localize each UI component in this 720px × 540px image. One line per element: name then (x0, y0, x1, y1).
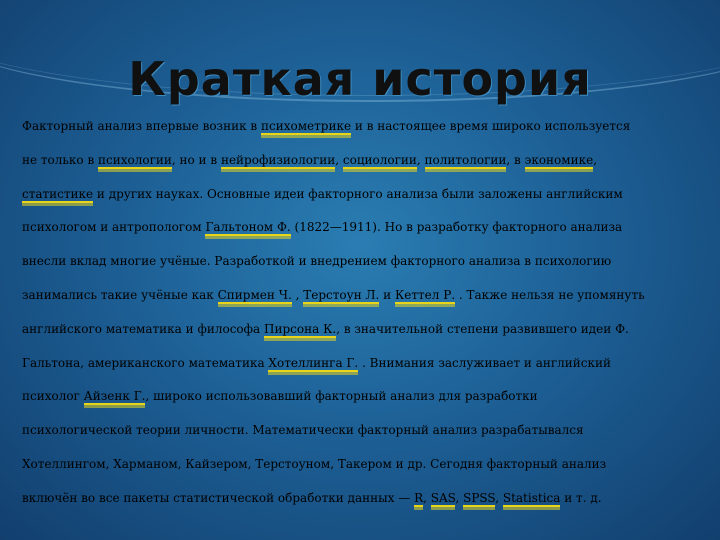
text-line (22, 144, 700, 178)
text-segment: (1822—1911). Но в разработку факторного анализа (290, 220, 623, 235)
text-segment: Гальтона, американского математика (22, 355, 269, 370)
text-segment: , (416, 152, 425, 167)
term-link[interactable]: психометрике (260, 119, 352, 133)
term-link[interactable]: психологии (98, 152, 172, 167)
text-line (22, 313, 700, 347)
term-link[interactable]: нейрофизиологии (220, 152, 336, 167)
text-segment: . Также нельзя не упомянуть (455, 287, 645, 302)
body-paragraph (22, 110, 700, 516)
slide-title: Краткая история (128, 52, 592, 106)
text-line (22, 178, 700, 212)
text-segment: , (423, 490, 431, 505)
text-segment: , в (506, 152, 525, 167)
text-line (22, 347, 700, 381)
text-segment: психологом и антропологом (22, 220, 206, 235)
text-line (22, 380, 700, 414)
text-line (22, 448, 700, 482)
term-link[interactable]: политологии (424, 152, 507, 167)
text-segment: психолог (22, 389, 84, 404)
text-segment: Хотеллингом, Харманом, Кайзером, Терстоуном, Такером и др. Сегодня факторный анализ (22, 456, 607, 471)
text-segment: и (379, 287, 395, 302)
text-segment: и в настоящее время широко используется (351, 119, 631, 133)
term-link[interactable]: SPSS (463, 490, 496, 505)
text-line (22, 482, 700, 516)
text-segment: , (291, 287, 304, 302)
term-link[interactable]: Statistica (502, 490, 561, 505)
text-segment: , (335, 152, 343, 167)
term-link[interactable]: Гальтоном Ф. (205, 220, 291, 235)
text-line (22, 245, 700, 279)
text-segment: психологической теории личности. Математически факторный анализ разрабатывался (22, 423, 584, 438)
term-link[interactable]: Терстоун Л. (303, 287, 380, 302)
text-line (22, 414, 700, 448)
text-segment: английского математика и философа (22, 321, 265, 336)
term-link[interactable]: Айзенк Г. (83, 389, 146, 404)
text-segment: и других науках. Основные идеи факторного анализа были заложены английским (93, 186, 623, 201)
term-link[interactable]: Спирмен Ч. (217, 287, 292, 302)
text-segment: включён во все пакеты статистической обработки данных — (22, 490, 415, 505)
text-segment: , (495, 490, 503, 505)
term-link[interactable]: Пирсона К. (264, 321, 337, 336)
text-segment: , но и в (171, 152, 221, 167)
term-link[interactable]: R (414, 490, 424, 505)
text-segment: , (593, 152, 598, 167)
text-segment: не только в (22, 152, 99, 167)
text-line (22, 279, 700, 313)
text-segment: и т. д. (560, 490, 602, 505)
text-segment: , в значительной степени развившего идеи Ф. (336, 321, 629, 336)
text-line (22, 211, 700, 245)
term-link[interactable]: SAS (430, 490, 456, 505)
text-segment: , (455, 490, 464, 505)
text-segment: занимались такие учёные как (22, 287, 218, 302)
text-line (22, 110, 700, 144)
term-link[interactable]: социологии (342, 152, 417, 167)
text-segment: . Внимания заслуживает и английский (358, 355, 612, 370)
term-link[interactable]: Хотеллинга Г. (268, 355, 359, 370)
term-link[interactable]: экономике (524, 152, 594, 167)
term-link[interactable]: Кеттел Р. (394, 287, 456, 302)
text-segment: внесли вклад многие учёные. Разработкой и внедрением факторного анализа в психологию (22, 254, 612, 269)
text-segment: Факторный анализ впервые возник в (22, 119, 261, 133)
text-segment: , широко использовавший факторный анализ для разработки (145, 389, 538, 404)
term-link[interactable]: статистике (22, 186, 94, 201)
